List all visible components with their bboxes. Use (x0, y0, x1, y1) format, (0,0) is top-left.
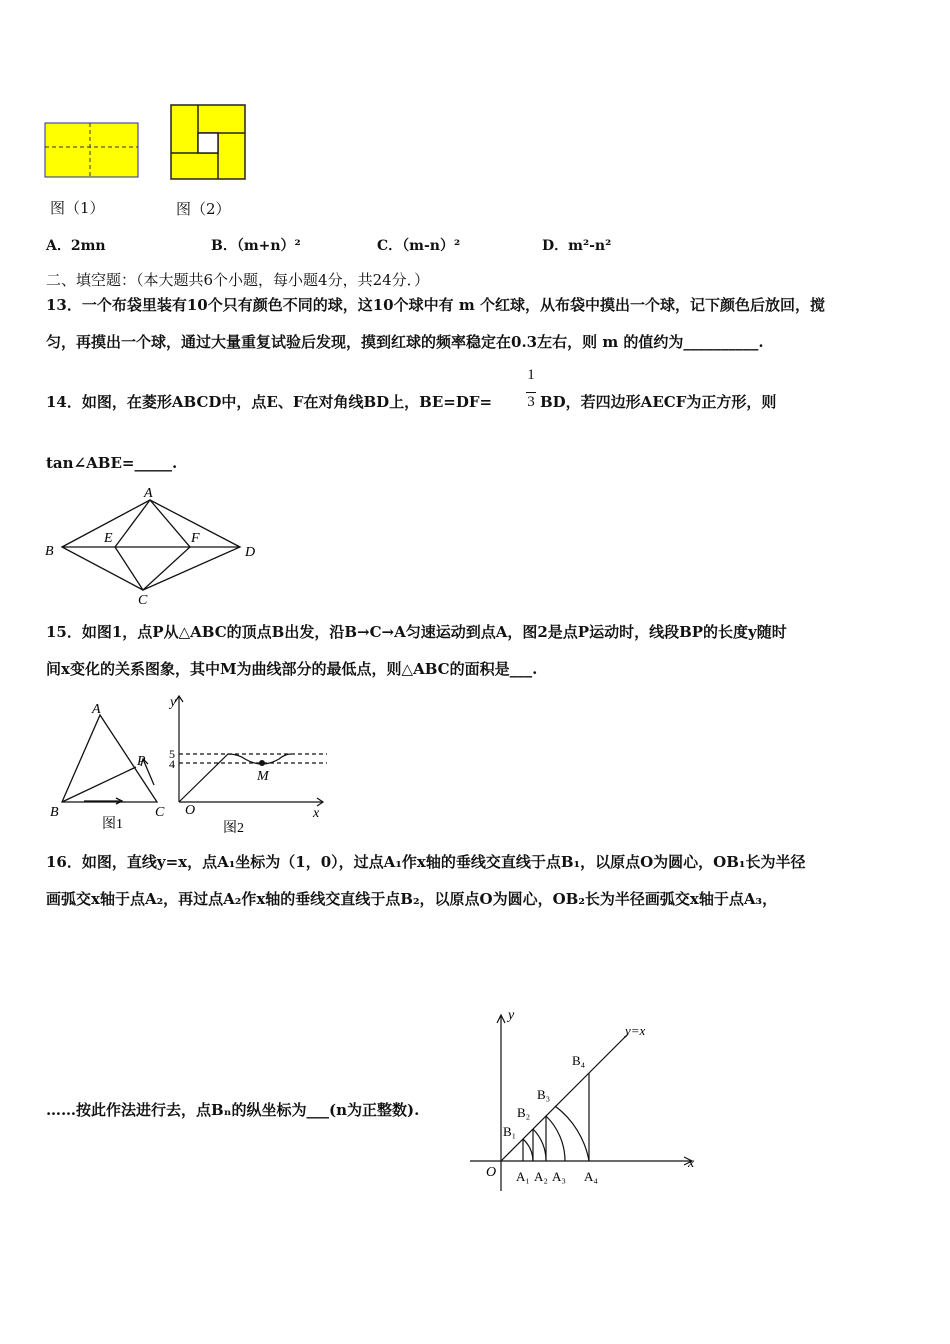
figure-2-square (168, 103, 248, 181)
q16-label-b1: B₁ (503, 1124, 517, 1139)
fig2-axis-x: x (313, 806, 320, 821)
fig1-label-p: P (137, 754, 146, 769)
label-e: E (104, 531, 113, 546)
option-c: C．（m-n）² (377, 238, 461, 254)
fraction-denominator: 3 (527, 394, 535, 410)
option-a: A．2mn (46, 238, 106, 254)
fig1-caption: 图1 (102, 817, 123, 832)
min-point-m (259, 760, 265, 766)
q16-line-2: 画弧交x轴于点A₂，再过点A₂作x轴的垂线交直线于点B₂，以原点O为圆心，OB₂长为半径画弧交x轴于点A₃， (46, 890, 778, 908)
q13-line-1: 13．一个布袋里装有10个只有颜色不同的球，这10个球中有 m 个红球，从布袋中摸出一个球，记下颜色后放回，搅 (46, 296, 825, 314)
q15-line-2: 间x变化的关系图象，其中M为曲线部分的最低点，则△ABC的面积是___. (46, 660, 538, 678)
q15-figure-1-triangle (44, 697, 179, 837)
fig1-label-a: A (92, 702, 101, 717)
rhombus-figure (40, 480, 270, 610)
q14-line-1-part-1: 14．如图，在菱形ABCD中，点E、F在对角线BD上，BE=DF= (46, 393, 493, 411)
fig2-caption: 图2 (223, 821, 244, 836)
q16-label-a4: A₄ (584, 1169, 598, 1184)
q16-label-a3: A₃ (552, 1169, 566, 1184)
q16-line-3: ……按此作法进行去，点Bₙ的纵坐标为___(n为正整数). (46, 1101, 420, 1119)
label-b: B (45, 544, 54, 559)
fig2-origin: O (185, 803, 196, 818)
fig1-label-b: B (50, 805, 59, 820)
q15-figure-2-graph (165, 690, 335, 840)
figure-1-rectangle (44, 120, 144, 180)
q16-axis-x: x (688, 1156, 695, 1171)
q13-line-2: 匀，再摸出一个球，通过大量重复试验后发现，摸到红球的频率稳定在0.3左右，则 m 的值约为__________. (46, 333, 764, 351)
q16-label-b4: B₄ (572, 1053, 586, 1068)
label-f: F (191, 531, 200, 546)
q16-label-b2: B₂ (517, 1105, 531, 1120)
fig2-tick-5: 5 (169, 747, 175, 761)
q16-label-a2: A₂ (534, 1169, 548, 1184)
q16-axis-y: y (508, 1008, 515, 1023)
q14-line-1-part-2: BD，若四边形AECF为正方形，则 (540, 393, 777, 411)
q16-line-1: 16．如图，直线y=x，点A₁坐标为（1，0），过点A₁作x轴的垂线交直线于点B₁，以原点O为圆心，OB₁长为半径 (46, 853, 806, 871)
label-c: C (138, 593, 148, 608)
fig2-tick-4: 4 (169, 757, 175, 771)
fig2-axis-y: y (170, 695, 177, 710)
option-b: B．（m+n）² (211, 238, 301, 254)
q16-figure-coordinate (470, 1005, 710, 1195)
q16-origin: O (486, 1165, 497, 1180)
section-2-header: 二、填空题：（本大题共6个小题，每小题4分，共24分．） (46, 271, 430, 289)
fig1-label-c: C (155, 805, 165, 820)
label-a: A (144, 486, 153, 501)
label-d: D (245, 545, 256, 560)
q15-line-1: 15．如图1，点P从△ABC的顶点B出发，沿B→C→A匀速运动到点A，图2是点P运动时，线段BP的长度y随时 (46, 623, 787, 641)
option-d: D．m²-n² (542, 238, 612, 254)
figure-2-caption: 图（2） (176, 200, 231, 218)
figure-1-caption: 图（1） (50, 199, 105, 217)
q16-line-label: y=x (625, 1023, 646, 1038)
fraction-numerator: 1 (527, 367, 535, 383)
q16-label-b3: B₃ (537, 1087, 551, 1102)
fraction-bar (526, 392, 536, 393)
q16-label-a1: A₁ (516, 1169, 530, 1184)
fig2-label-m: M (257, 769, 269, 784)
q14-line-2: tan∠ABE=_____. (46, 454, 178, 472)
